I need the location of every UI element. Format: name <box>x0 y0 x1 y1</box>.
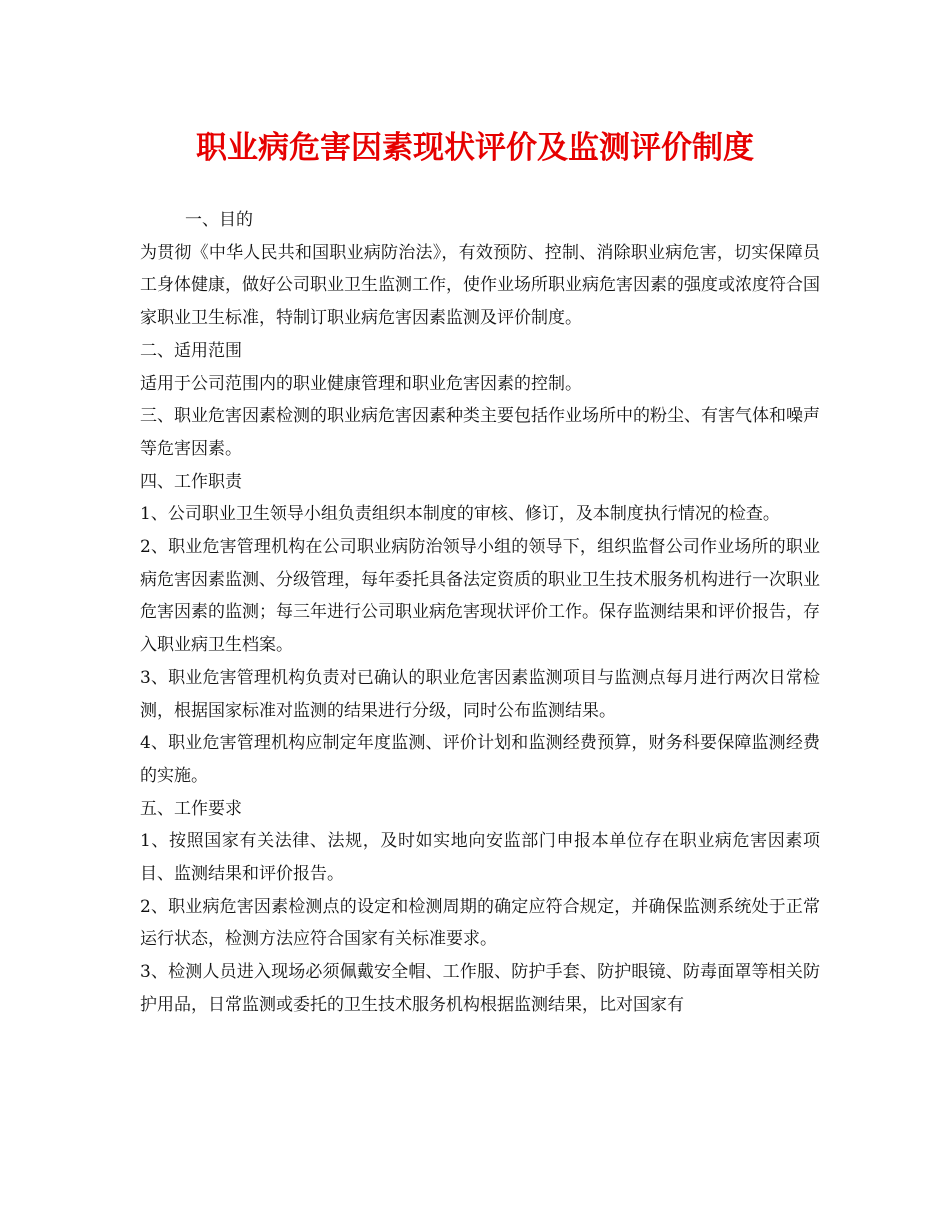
section-heading-requirements: 五、工作要求 <box>140 798 242 819</box>
paragraph-duty-1: 1、公司职业卫生领导小组负责组织本制度的审核、修订，及本制度执行情况的检查。 <box>140 504 780 525</box>
document-title: 职业病危害因素现状评价及监测评价制度 <box>196 130 754 166</box>
document-body <box>140 204 820 1022</box>
section-heading-duties: 四、工作职责 <box>140 471 242 492</box>
paragraph-hazard-types: 三、职业危害因素检测的职业病危害因素种类主要包括作业场所中的粉尘、有害气体和噪声等危害因素。 <box>140 406 820 459</box>
section-heading-scope: 二、适用范围 <box>140 340 242 361</box>
paragraph-duty-3: 3、职业危害管理机构负责对已确认的职业危害因素监测项目与监测点每月进行两次日常检测，根据国家标准对监测的结果进行分级，同时公布监测结果。 <box>140 667 820 721</box>
paragraph-scope: 适用于公司范围内的职业健康管理和职业危害因素的控制。 <box>140 373 582 394</box>
paragraph-requirement-2: 2、职业病危害因素检测点的设定和检测周期的确定应符合规定，并确保监测系统处于正常运行状态，检测方法应符合国家有关标准要求。 <box>140 896 820 950</box>
paragraph-requirement-3: 3、检测人员进入现场必须佩戴安全帽、工作服、防护手套、防护眼镜、防毒面罩等相关防护用品，日常监测或委托的卫生技术服务机构根据监测结果，比对国家有 <box>140 962 820 1015</box>
paragraph-duty-2: 2、职业危害管理机构在公司职业病防治领导小组的领导下，组织监督公司作业场所的职业病危害因素监测、分级管理，每年委托具备法定资质的职业卫生技术服务机构进行一次职业危害因素的监测；每三年进行公司职业病危害现状评价工作。保存监测结果和评价报告，存入职业病卫生档案。 <box>140 537 820 656</box>
paragraph-duty-4: 4、职业危害管理机构应制定年度监测、评价计划和监测经费预算，财务科要保障监测经费的实施。 <box>140 733 820 786</box>
paragraph-requirement-1: 1、按照国家有关法律、法规，及时如实地向安监部门申报本单位存在职业病危害因素项目、监测结果和评价报告。 <box>140 831 820 885</box>
paragraph-purpose: 为贯彻《中华人民共和国职业病防治法》，有效预防、控制、消除职业病危害，切实保障员工身体健康，做好公司职业卫生监测工作，使作业场所职业病危害因素的强度或浓度符合国家职业卫生标准，特制订职业病危害因素监测及评价制度。 <box>140 242 820 329</box>
section-heading-purpose: 一、目的 <box>185 210 253 230</box>
